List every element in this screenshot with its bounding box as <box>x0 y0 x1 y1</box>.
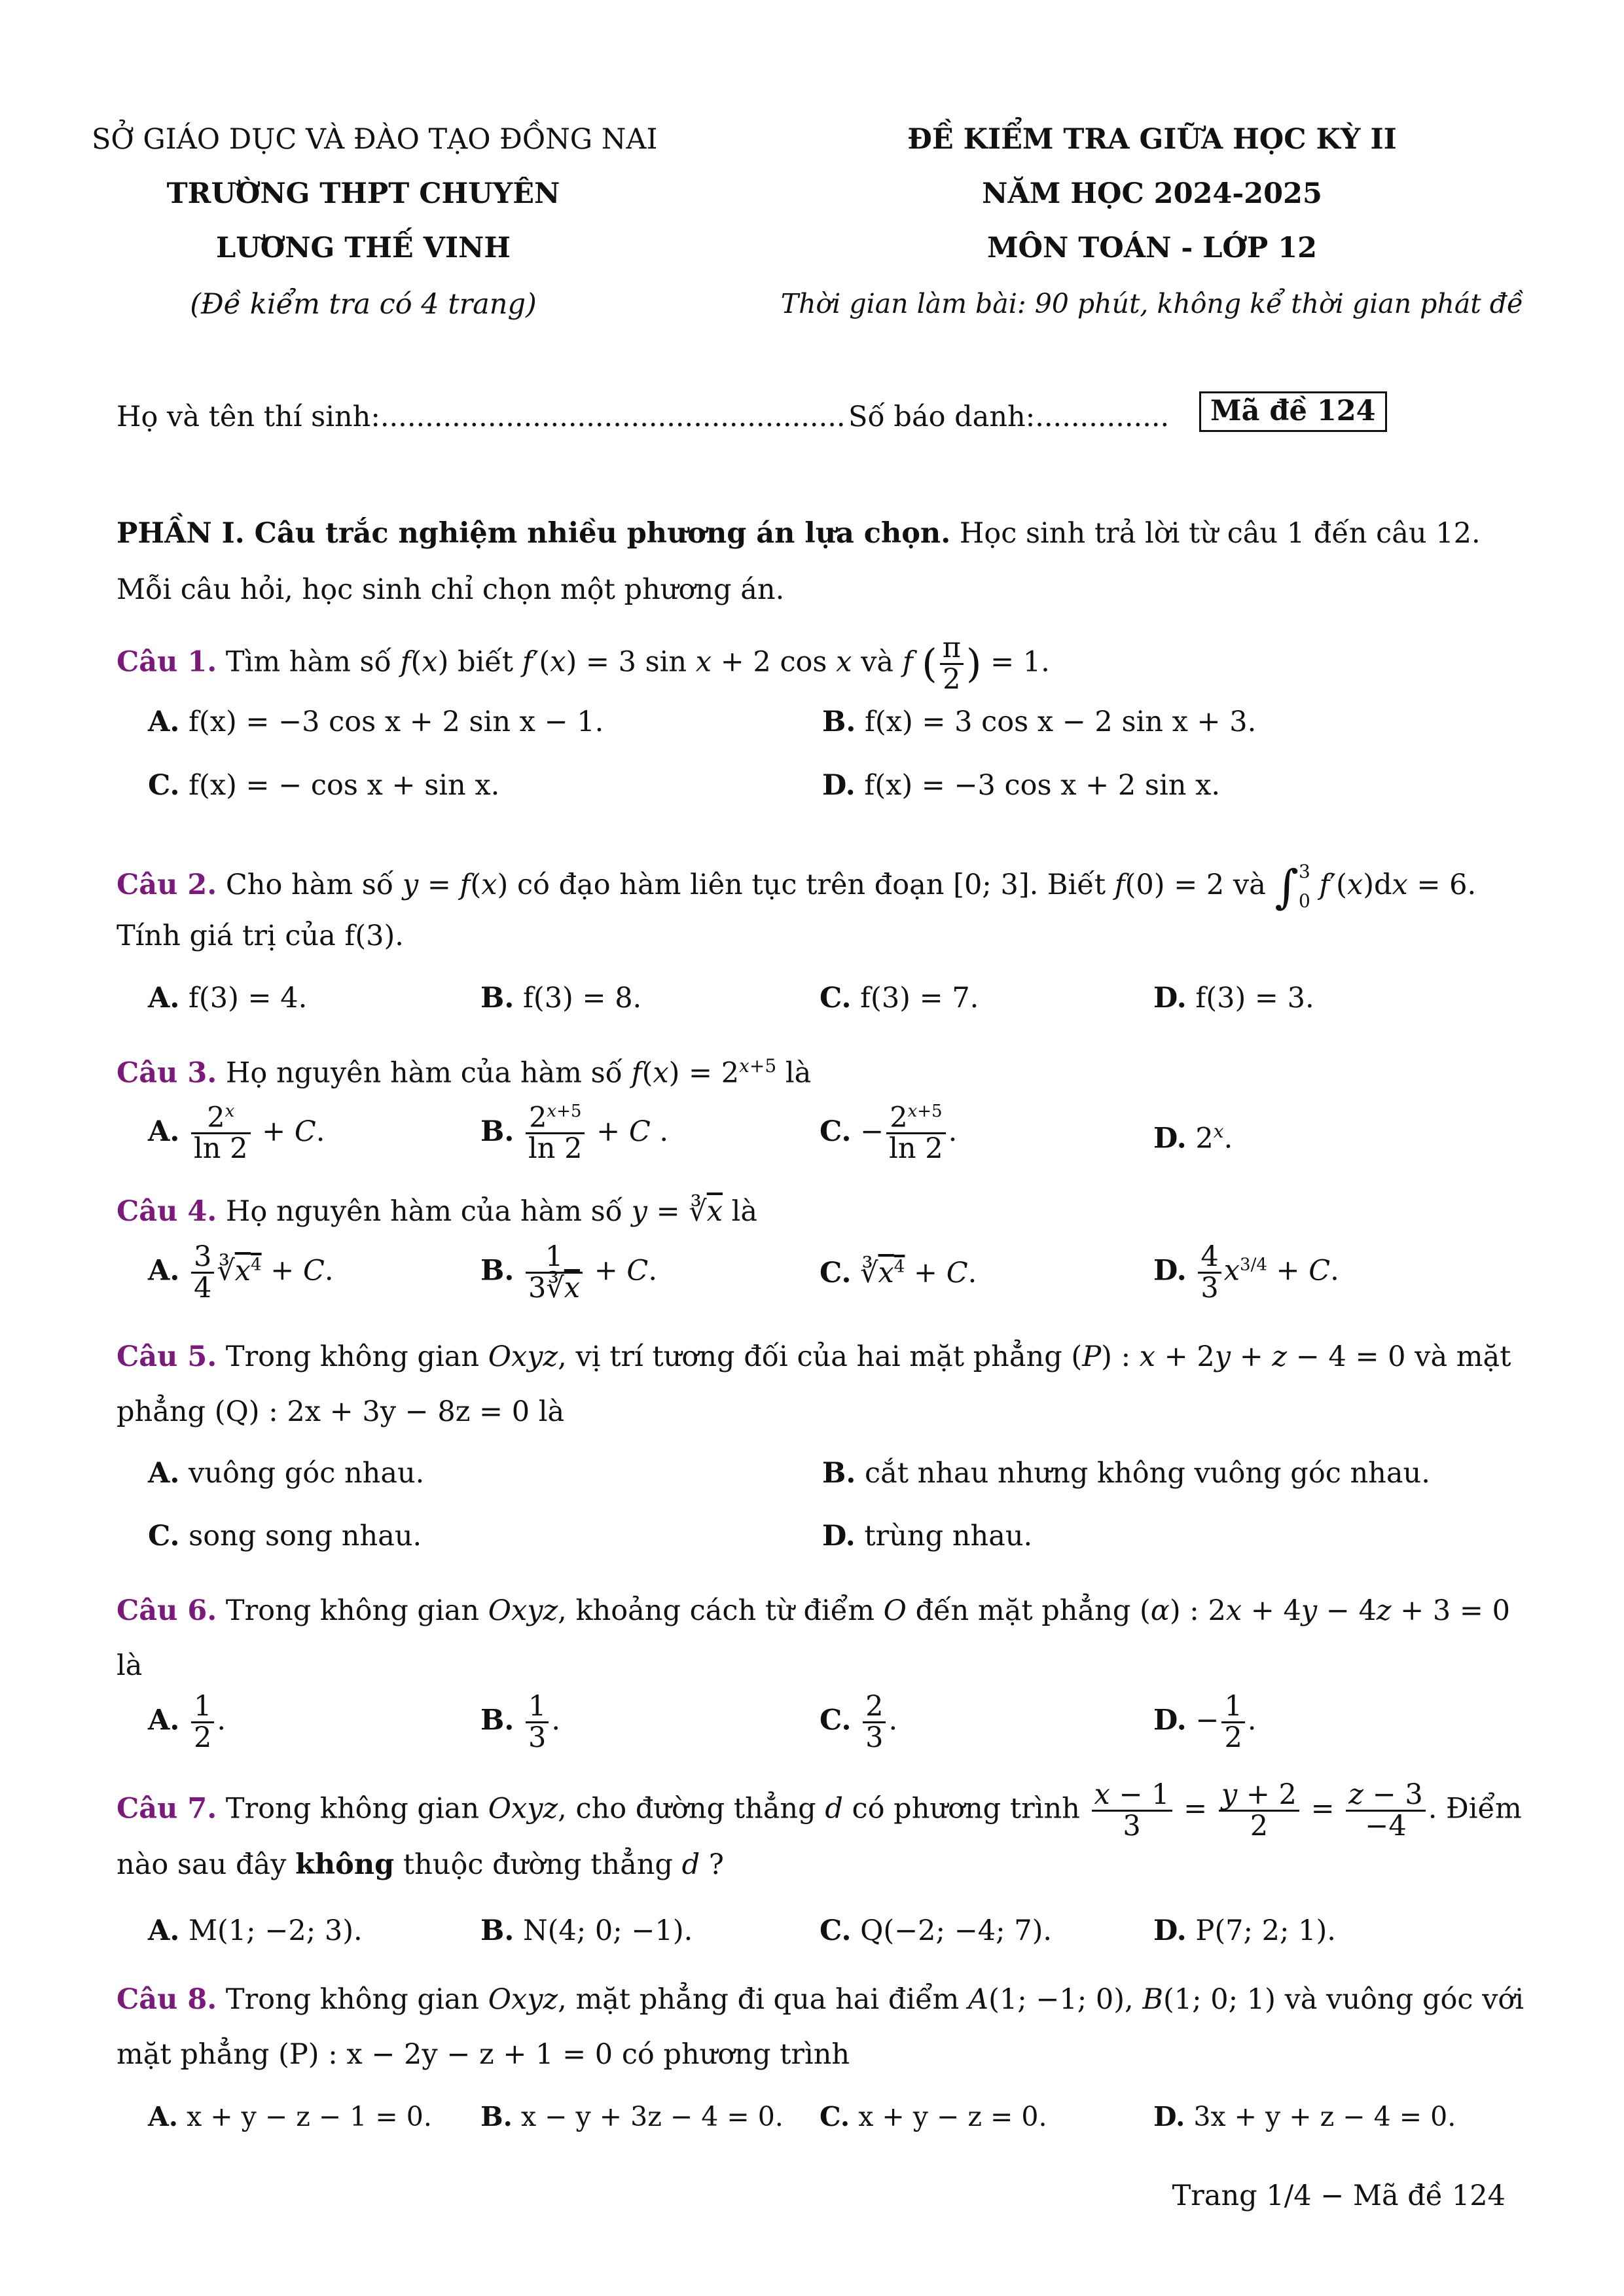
question-2-option-b[interactable]: B. f(3) = 8. <box>480 982 642 1014</box>
question-label: Câu 5. <box>117 1340 217 1373</box>
question-1-option-a[interactable]: A. f(x) = −3 cos x + 2 sin x − 1. <box>148 706 604 738</box>
question-5-option-a[interactable]: A. vuông góc nhau. <box>148 1457 425 1490</box>
question-label: Câu 3. <box>117 1056 217 1090</box>
question-8-line2: mặt phẳng (P) : x − 2y − z + 1 = 0 có phương trình <box>117 2038 850 2071</box>
school-year: NĂM HỌC 2024-2025 <box>982 177 1322 210</box>
exam-code-box: Mã đề 124 <box>1199 391 1387 432</box>
question-4: Câu 4. Họ nguyên hàm của hàm số $y = ∛\overline{x}$ là <box>117 1195 758 1228</box>
question-8: Câu 8. Trong không gian Oxyz, mặt phẳng đi qua hai điểm A(1; −1; 0), B(1; 0; 1) và vuông góc với <box>117 1983 1525 2016</box>
question-4-option-d[interactable]: D. $\frac{4}{3}$ $x^{3/4} + C$. <box>1153 1240 1339 1305</box>
question-5-option-c[interactable]: C. song song nhau. <box>148 1520 422 1552</box>
department-name: SỞ GIÁO DỤC VÀ ĐÀO TẠO ĐỒNG NAI <box>92 123 658 156</box>
school-name-line1: TRƯỜNG THPT CHUYÊN <box>166 177 560 210</box>
question-3-option-c[interactable]: C. − $\frac{2^{x+5}}{\ln 2}$ . <box>820 1101 958 1166</box>
question-5-option-d[interactable]: D. trùng nhau. <box>822 1520 1033 1552</box>
question-6-option-d[interactable]: D. − $\frac{1}{2}$ . <box>1153 1690 1257 1755</box>
school-name-line2: LƯƠNG THẾ VINH <box>216 232 511 264</box>
question-1-option-c[interactable]: C. f(x) = − cos x + sin x. <box>148 769 500 802</box>
question-7-option-a[interactable]: A. M(1; −2; 3). <box>148 1914 363 1947</box>
question-7-line2: nào sau đây không thuộc đường thẳng d ? <box>117 1848 724 1881</box>
question-3-option-a[interactable]: A. $\frac{2^x}{\ln 2}$ + C. <box>148 1101 325 1166</box>
question-8-option-c[interactable]: C. x + y − z = 0. <box>820 2101 1047 2132</box>
question-3: Câu 3. Họ nguyên hàm của hàm số $f(x) = 2^{x+5}$ là <box>117 1055 812 1090</box>
subject-grade: MÔN TOÁN - LỚP 12 <box>986 232 1318 264</box>
part-heading <box>117 517 1481 551</box>
question-2-option-c[interactable]: C. f(3) = 7. <box>820 982 979 1014</box>
page-footer: Trang 1/4 − Mã đề 124 <box>1172 2179 1506 2212</box>
question-8-option-b[interactable]: B. x − y + 3z − 4 = 0. <box>480 2101 784 2132</box>
exam-title: ĐỀ KIỂM TRA GIỮA HỌC KỲ II <box>907 123 1397 156</box>
question-3-option-d[interactable]: D. 2$^x$. <box>1153 1121 1233 1155</box>
question-8-option-d[interactable]: D. 3x + y + z − 4 = 0. <box>1153 2101 1456 2132</box>
question-label: Câu 7. <box>117 1792 217 1825</box>
student-name-field: Họ và tên thí sinh:.................................................... <box>117 401 846 433</box>
question-4-option-b[interactable]: B. $\frac{1}{3∛\overline{x}}$ + C. <box>480 1240 657 1305</box>
question-6-line2: là <box>117 1649 143 1682</box>
question-5-line2: phẳng (Q) : 2x + 3y − 8z = 0 là <box>117 1395 565 1428</box>
question-1: Câu 1. Tìm hàm số f(x) biết f′(x) = 3 sin x + 2 cos x và f ( $\frac{\pi}{2}$ ) = 1. <box>117 632 1050 696</box>
question-4-option-a[interactable]: A. $\frac{3}{4}$ $∛x^4 + C$. <box>148 1240 334 1305</box>
question-label: Câu 2. <box>117 868 217 901</box>
question-label: Câu 6. <box>117 1594 217 1627</box>
question-3-option-b[interactable]: B. $\frac{2^{x+5}}{\ln 2}$ + C . <box>480 1101 669 1166</box>
question-7-option-d[interactable]: D. P(7; 2; 1). <box>1153 1914 1336 1947</box>
student-id-field: Số báo danh:............... <box>848 401 1170 433</box>
question-label: Câu 1. <box>117 645 217 679</box>
question-4-option-c[interactable]: C. $∛x^4 + C$. <box>820 1257 977 1289</box>
part-title: PHẦN I. Câu trắc nghiệm nhiều phương án lựa chọn. <box>117 517 951 550</box>
question-2-option-d[interactable]: D. f(3) = 3. <box>1153 982 1314 1014</box>
question-6-option-c[interactable]: C. $\frac{2}{3}$ . <box>820 1690 898 1755</box>
question-5: Câu 5. Trong không gian Oxyz, vị trí tương đối của hai mặt phẳng (P) : x + 2y + z − 4 = 0 và mặt <box>117 1340 1511 1373</box>
question-8-option-a[interactable]: A. x + y − z − 1 = 0. <box>148 2101 432 2132</box>
question-1-option-d[interactable]: D. f(x) = −3 cos x + 2 sin x. <box>822 769 1220 802</box>
question-2-option-a[interactable]: A. f(3) = 4. <box>148 982 308 1014</box>
question-6-option-b[interactable]: B. $\frac{1}{3}$ . <box>480 1690 561 1755</box>
question-7-option-b[interactable]: B. N(4; 0; −1). <box>480 1914 693 1947</box>
question-label: Câu 8. <box>117 1983 217 2016</box>
question-1-option-b[interactable]: B. f(x) = 3 cos x − 2 sin x + 3. <box>822 706 1257 738</box>
question-2: Câu 2. Cho hàm số y = f(x) có đạo hàm liên tục trên đoạn [0; 3]. Biết f(0) = 2 và ∫ 3 0 f′(x)dx = 6. <box>117 859 1477 914</box>
question-7: Câu 7. Trong không gian Oxyz, cho đường thẳng d có phương trình $\frac{x - 1}{3}$ = $\frac{y + 2}{2}$ = $\frac{z - 3}{-4}$ . Điểm <box>117 1778 1522 1843</box>
question-2-line2: Tính giá trị của f(3). <box>117 920 404 952</box>
question-label: Câu 4. <box>117 1195 217 1228</box>
question-5-option-b[interactable]: B. cắt nhau nhưng không vuông góc nhau. <box>822 1457 1430 1490</box>
part-instruction: Học sinh trả lời từ câu 1 đến câu 12. <box>950 517 1481 550</box>
part-instruction-line2: Mỗi câu hỏi, học sinh chỉ chọn một phương án. <box>117 573 785 606</box>
question-6: Câu 6. Trong không gian Oxyz, khoảng cách từ điểm O đến mặt phẳng (α) : 2x + 4y − 4z + 3 = 0 <box>117 1594 1510 1627</box>
time-allowed: Thời gian làm bài: 90 phút, không kể thời gian phát đề <box>780 288 1524 319</box>
question-6-option-a[interactable]: A. $\frac{1}{2}$ . <box>148 1690 226 1755</box>
question-7-option-c[interactable]: C. Q(−2; −4; 7). <box>820 1914 1053 1947</box>
page-count-note: (Đề kiểm tra có 4 trang) <box>190 288 537 321</box>
